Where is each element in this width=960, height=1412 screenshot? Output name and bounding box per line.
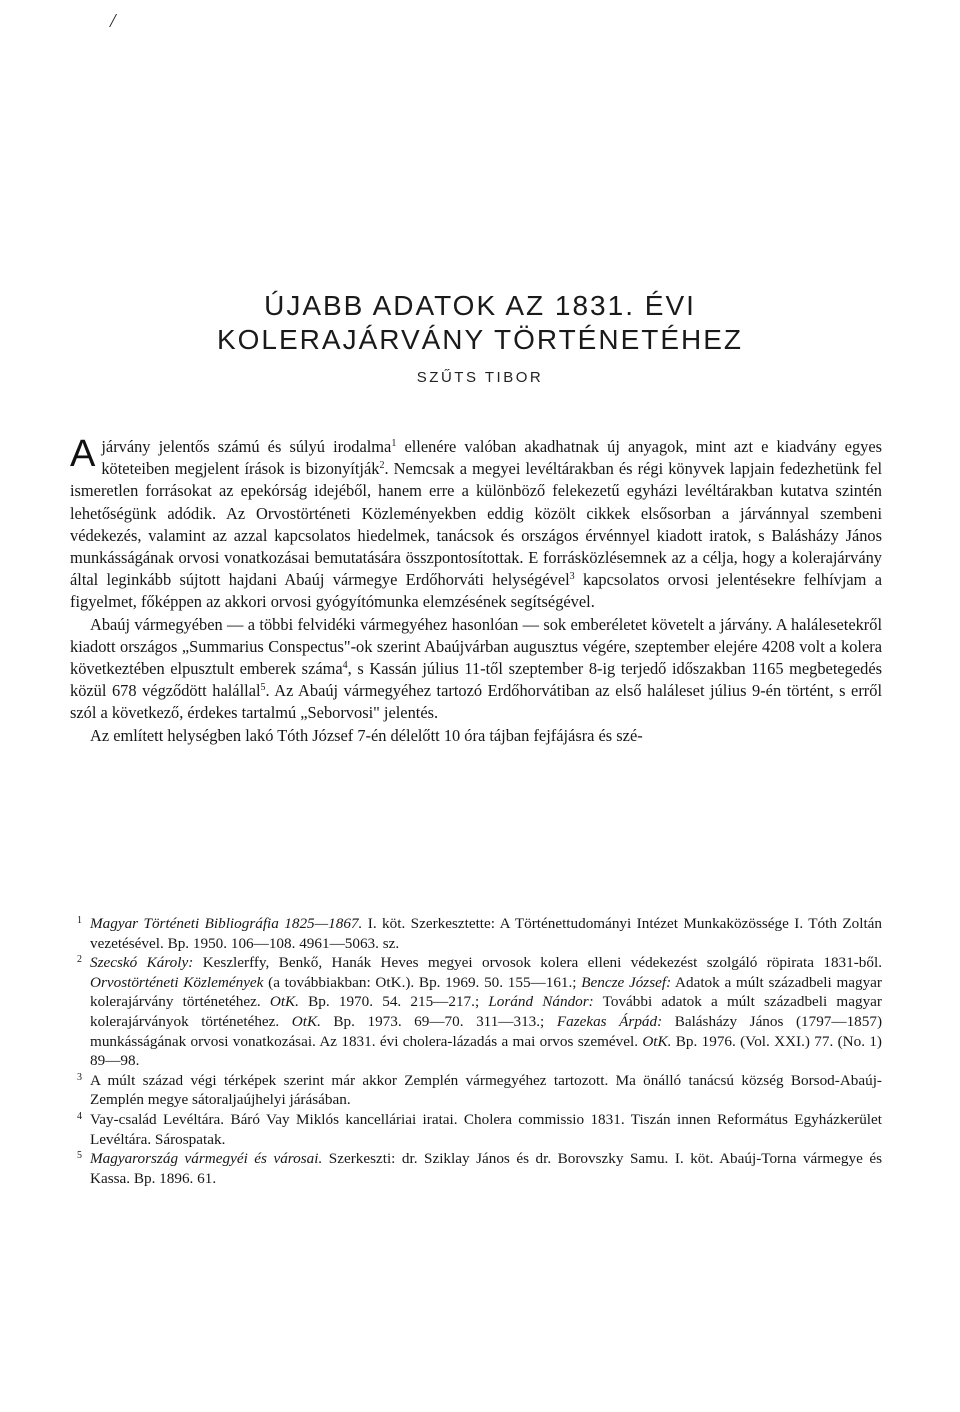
article-title-line-1: ÚJABB ADATOK AZ 1831. ÉVI <box>264 290 696 321</box>
footnote-number: 4 <box>77 1110 82 1122</box>
footnote-2-text-b: (a továbbiakban: OtK.). Bp. 1969. 50. 155—161.; <box>263 973 582 991</box>
footnote-3 <box>70 1071 882 1110</box>
paragraph-2-text-c: . Az Abaúj vármegyéhez tartozó Erdőhorvátiban az első haláleset július 9-én történt, s erről szól a következő, érdekes tartalmú „Seborvosi" jelentés. <box>70 681 883 723</box>
paragraph-2-text-b: , s Kassán július 11-től szeptember 8-ig terjedő időszakban 1165 megbetegedés közül 678 végződött halállal <box>70 659 882 701</box>
footnote-3-text: A múlt század végi térképek szerint már akkor Zemplén vármegyéhez tartozott. Ma önálló tanácsú község Borsod-Abaúj-Zemplén megye sátoraljaújhelyi járásában. <box>90 1071 882 1109</box>
footnote-2-journal-b: Orvostörténeti Közlemények <box>90 973 264 991</box>
footnote-2-text-h: Bp. 1976. (Vol. XXI.) 77. (No. 1) 89—98. <box>90 1032 882 1070</box>
footnote-2-journal-h: OtK. <box>642 1032 672 1050</box>
stray-mark: / <box>110 10 116 32</box>
footnotes <box>70 914 882 1188</box>
footnote-2-author-a: Szecskó Károly: <box>90 954 194 972</box>
footnote-number: 2 <box>77 954 82 966</box>
paragraph-1 <box>70 433 883 614</box>
footnote-2-text-a: Keszlerffy, Benkő, Hanák Heves megyei orvosok kolera elleni védekezést szolgáló röpirata 1831-ből. <box>193 954 882 972</box>
footnote-ref-3[interactable]: 3 <box>569 571 575 583</box>
paragraph-2-text-a: Abaúj vármegyében — a többi felvidéki vármegyéhez hasonlóan — sok emberéletet követelt a járvány. A halálesetekről kiadott országos „Summarius Conspectus"-ok szerint Abaújvárban augusztus végére, szeptember elejére 4208 volt a kolera következtében elpusztult emberek száma <box>70 614 882 679</box>
footnote-4-text: Vay-család Levéltára. Báró Vay Miklós kancelláriai iratai. Cholera commissio 1831. Tiszán innen Református Egyházkerület Levéltára. Sárospatak. <box>90 1110 882 1148</box>
footnote-2-author-g: Fazekas Árpád: <box>556 1012 663 1030</box>
footnote-4 <box>70 1110 882 1149</box>
footnote-2-text-g: Balásházy János (1797—1857) munkásságának orvosi vonatkozásai. Az 1831. évi cholera-lázadás a mai orvos szemével. <box>90 1012 882 1050</box>
footnote-2-text-c: Adatok a múlt századbeli magyar kolerajárvány történetéhez. <box>90 973 882 1011</box>
footnote-ref-5[interactable]: 5 <box>260 682 266 694</box>
author-name: SZŰTS TIBOR <box>416 369 544 386</box>
footnote-2-journal-d: OtK. <box>269 993 299 1011</box>
paragraph-1-text-b: ellenére valóban akadhatnak új anyagok, mint azt e kiadvány egyes köteteiben megjelent írások is bizonyítják <box>101 437 883 479</box>
footnote-number: 1 <box>77 915 82 926</box>
article-title-line-2: KOLERAJÁRVÁNY TÖRTÉNETÉHEZ <box>216 324 744 355</box>
article-body <box>70 433 883 747</box>
footnote-number: 3 <box>77 1071 82 1083</box>
footnote-number: 5 <box>77 1150 82 1162</box>
footnote-1-italic: Magyar Történeti Bibliográfia 1825—1867. <box>90 915 363 932</box>
drop-cap: A <box>70 433 96 475</box>
footnote-5-text: Szerkeszti: dr. Sziklay János és dr. Borovszky Samu. I. köt. Abaúj-Torna vármegye és Kassa. Bp. 1896. 61. <box>90 1150 882 1187</box>
footnote-2-journal-f: OtK. <box>291 1012 321 1030</box>
footnote-5 <box>70 1149 882 1188</box>
paragraph-2 <box>70 614 882 725</box>
footnote-2-author-c: Bencze József: <box>581 973 672 991</box>
paragraph-3: Az említett helységben lakó Tóth József 7-én délelőtt 10 óra tájban fejfájásra és szé- <box>90 725 643 745</box>
footnote-2 <box>70 953 882 1071</box>
paragraph-1-text-d: kapcsolatos orvosi jelentésekre felhívjam a figyelmet, főképpen az akkori orvosi gyógyítómunka elemzésének segítségével. <box>70 570 882 612</box>
paragraph-1-text-c: . Nemcsak a megyei levéltárakban és régi könyvek lapjain fedezhetünk fel ismeretlen forrásokat az epekórság idejéből, hanem erre a különböző felekezetű egyházi levéltárakban kutatva szintén lehetőségünk adódik. Az Orvostörténeti Közleményekben eddig közölt cikkek elsősorban a járvánnyal szembeni védekezés, valamint az azzal kapcsolatos hiedelmek, tanácsok és országos érvénnyel kiadott iratok, s Balásházy János munkásságának orvosi vonatkozásai bemutatására összpontosítottak. E forrásközlésemnek az a célja, hogy a kolerajárvány által leginkább sújtott hajdani Abaúj vármegye Erdőhorváti helységével <box>70 459 882 590</box>
footnote-1-text: I. köt. Szerkesztette: A Történettudományi Intézet Munkaközössége I. Tóth Zoltán vezetésével. Bp. 1950. 106—108. 4961—5063. sz. <box>90 915 883 952</box>
footnote-2-text-d: Bp. 1970. 54. 215—217.; <box>298 993 489 1011</box>
paragraph-1-text-a: járvány jelentős számú és súlyú irodalma <box>101 437 392 456</box>
footnote-2-text-e: További adatok a múlt századbeli magyar kolerajárványok történetéhez. <box>90 993 882 1030</box>
footnote-1 <box>70 914 882 953</box>
footnote-2-author-e: Loránd Nándor: <box>488 993 594 1011</box>
footnote-ref-2[interactable]: 2 <box>379 460 385 472</box>
footnote-ref-1[interactable]: 1 <box>391 438 397 449</box>
footnote-2-text-f: Bp. 1973. 69—70. 311—313.; <box>320 1012 557 1030</box>
footnote-ref-4[interactable]: 4 <box>342 660 348 672</box>
footnote-5-italic: Magyarország vármegyéi és városai. <box>90 1150 323 1168</box>
